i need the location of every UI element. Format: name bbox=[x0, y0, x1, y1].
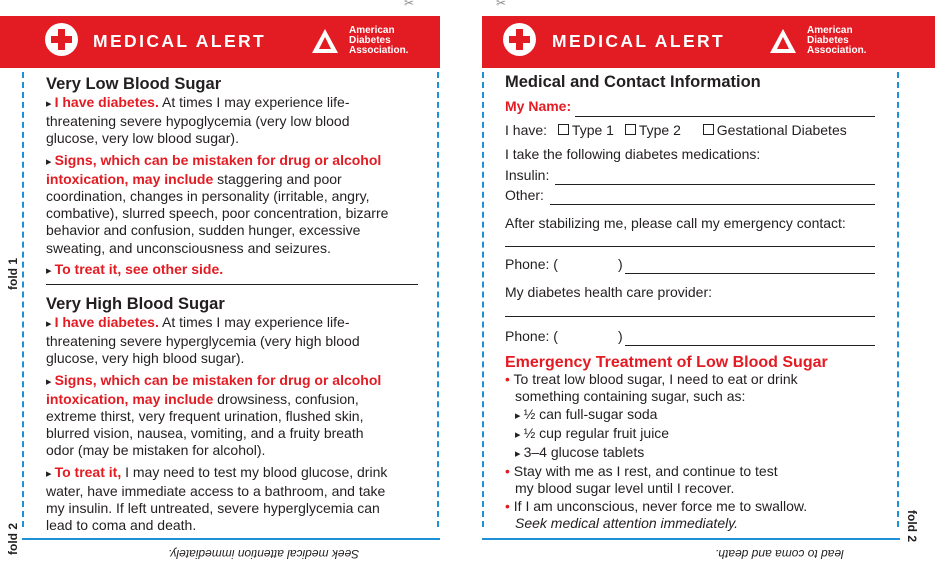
scissors-icon: ✂ bbox=[404, 0, 415, 10]
low-p3: ▸ To treat it, see other side. bbox=[46, 260, 224, 277]
low-heading: Very Low Blood Sugar bbox=[46, 75, 222, 93]
emergency-treatment-section bbox=[505, 354, 895, 532]
upside-down-text-right: lead to coma and death. bbox=[715, 547, 844, 561]
low-high-blood-sugar-card bbox=[0, 0, 440, 567]
other-label: Other: bbox=[505, 187, 544, 203]
fold-guide-left bbox=[22, 72, 24, 527]
medical-cross-icon bbox=[45, 23, 78, 56]
alert-title: MEDICAL ALERT bbox=[93, 31, 267, 51]
low-p1: ▸ I have diabetes. At times I may experience life- threatening severe hypoglycemia (very low blood glucose, very low blood sugar). bbox=[46, 94, 350, 147]
fold-guide-right bbox=[437, 72, 439, 527]
card-gap bbox=[440, 0, 482, 567]
insulin-label: Insulin: bbox=[505, 167, 550, 183]
scissors-icon: ✂ bbox=[496, 0, 507, 10]
other-line[interactable] bbox=[550, 204, 875, 205]
alert-title-right: MEDICAL ALERT bbox=[552, 31, 726, 51]
fold-1-label: fold 1 bbox=[6, 258, 20, 290]
insulin-line[interactable] bbox=[555, 184, 875, 185]
high-blood-sugar-section bbox=[46, 294, 418, 534]
option-tablets: ▸ 3–4 glucose tablets bbox=[515, 444, 645, 461]
upside-down-text-left: Seek medical attention immediately. bbox=[168, 547, 360, 561]
fold-2-line-right bbox=[482, 538, 900, 540]
treatment-bullet-2: • Stay with me as I rest, and continue to test my blood sugar level until I recover. bbox=[505, 463, 778, 497]
provider-line[interactable] bbox=[505, 316, 875, 317]
emergency-title: Emergency Treatment of Low Blood Sugar bbox=[505, 354, 828, 371]
phone-2-line[interactable] bbox=[625, 345, 875, 346]
fold-2-label: fold 2 bbox=[6, 523, 20, 555]
my-name-label: My Name: bbox=[505, 98, 572, 114]
cut-line-top-right bbox=[494, 0, 906, 17]
high-p1: ▸ I have diabetes. At times I may experience life- threatening severe hyperglycemia (very high blood glucose, very high blood sugar). bbox=[46, 314, 360, 367]
ada-triangle-logo bbox=[769, 27, 797, 55]
medical-cross-icon bbox=[503, 23, 536, 56]
cut-line-top bbox=[24, 0, 438, 17]
fold-2-label-right: fold 2 bbox=[905, 510, 919, 542]
option-soda: ▸ ½ can full-sugar soda bbox=[515, 405, 658, 422]
fold-guide-left-right bbox=[482, 72, 484, 527]
emergency-contact-label: After stabilizing me, please call my emergency contact: bbox=[505, 215, 846, 231]
high-p2: ▸ Signs, which can be mistaken for drug or alcohol intoxication, may include drowsiness, confusion, extreme thirst, very frequent urination, flushed skin, blurred vision, nausea, vomiting, and a fruity breath odor (may be mistaken for alcohol). bbox=[46, 371, 382, 459]
phone-2: Phone: ( ) bbox=[505, 328, 623, 344]
contact-info-card bbox=[482, 0, 935, 567]
type1-checkbox[interactable] bbox=[558, 124, 569, 135]
phone-1-line[interactable] bbox=[625, 273, 875, 274]
section-divider bbox=[46, 284, 418, 285]
ada-triangle-logo bbox=[311, 27, 339, 55]
low-blood-sugar-section bbox=[46, 74, 418, 285]
treatment-bullet-1: • To treat low blood sugar, I need to eat or drink something containing sugar, such as: bbox=[505, 371, 798, 405]
fold-2-line bbox=[22, 538, 440, 540]
diabetes-type-row: I have: Type 1 Type 2 Gestational Diabetes bbox=[505, 122, 847, 138]
org-name: American Diabetes Association. bbox=[349, 25, 409, 56]
treatment-bullet-3: • If I am unconscious, never force me to swallow. Seek medical attention immediately. bbox=[505, 497, 808, 531]
org-name-right: American Diabetes Association. bbox=[807, 25, 867, 56]
high-p3: ▸ To treat it, I may need to test my blood glucose, drink water, have immediate access to a bathroom, and take my insulin. If left untreated, severe hyperglycemia can lead to coma and death. bbox=[46, 463, 388, 534]
my-name-line[interactable] bbox=[575, 116, 875, 117]
fold-guide-right-right bbox=[897, 72, 899, 527]
option-juice: ▸ ½ cup regular fruit juice bbox=[515, 424, 670, 441]
phone-1: Phone: ( ) bbox=[505, 256, 623, 272]
gestational-checkbox[interactable] bbox=[703, 124, 714, 135]
emergency-contact-line[interactable] bbox=[505, 246, 875, 247]
low-p2: ▸ Signs, which can be mistaken for drug or alcohol intoxication, may include staggering and poor coordination, changes in personality (irritable, angry, combative), slurred speech, poor concentration, bizarre behavior and confusion, sudden hunger, excessive sweating, and unconsciousness and seizures. bbox=[46, 151, 389, 256]
meds-label: I take the following diabetes medications: bbox=[505, 146, 761, 162]
contact-heading: Medical and Contact Information bbox=[505, 73, 761, 91]
provider-label: My diabetes health care provider: bbox=[505, 284, 712, 300]
high-heading: Very High Blood Sugar bbox=[46, 295, 225, 313]
type2-checkbox[interactable] bbox=[625, 124, 636, 135]
